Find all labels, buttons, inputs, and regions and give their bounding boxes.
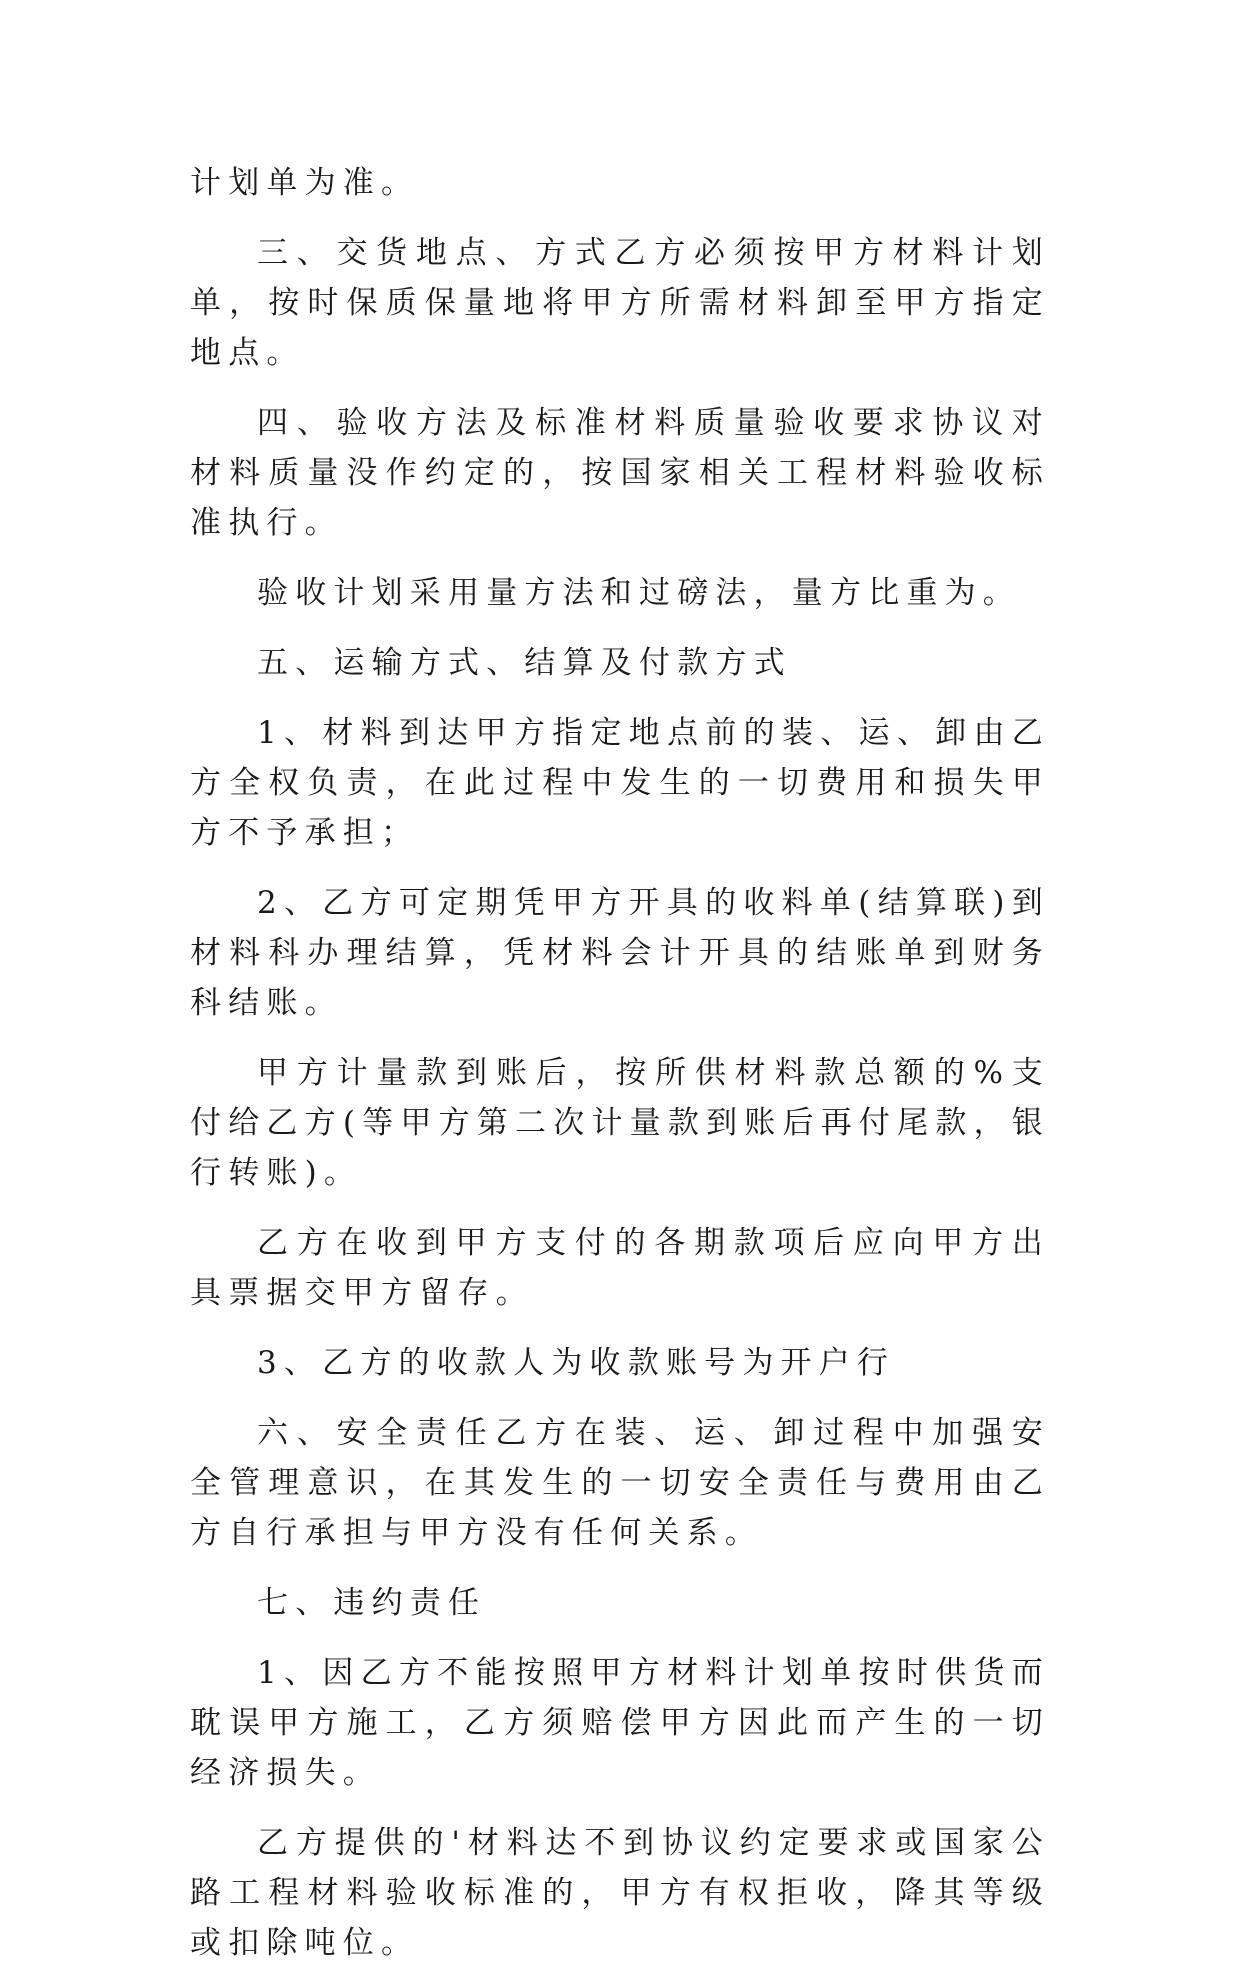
paragraph (190, 878, 1050, 1028)
text-line: 3、乙方的收款人为收款账号为开户行 (257, 1345, 896, 1381)
paragraph (190, 568, 1050, 618)
text-line: 甲方计量款到账后，按所供材料款总额的%支付给乙方 (190, 1055, 1050, 1141)
text-line: 验收计划采用量方法和过磅法，量方比重为。 (257, 575, 1021, 611)
paragraph (190, 708, 1050, 858)
text-line: 乙方提供的'材料达不到协议约定要求或国家公路工程 (190, 1825, 1050, 1911)
text-line: 方施工，乙方须赔偿甲方因此而产生的一切经济损失。 (190, 1705, 1050, 1791)
text-line: 五、运输方式、结算及付款方式 (257, 645, 792, 681)
paragraph (190, 158, 1050, 208)
text-line: 1、因乙方不能按照甲方材料计划单按时供货而耽误甲 (190, 1655, 1050, 1741)
text-line: 乙方在收到甲方支付的各期款项后应向甲方出具票据 (190, 1225, 1050, 1311)
document-body (190, 158, 1050, 1988)
paragraph (190, 228, 1050, 378)
paragraph (190, 398, 1050, 548)
text-line: 保质保量地将甲方所需材料卸至甲方指定地点。 (190, 285, 1050, 371)
text-line: 2、乙方可定期凭甲方开具的收料单(结算联)到材料科 (190, 885, 1050, 971)
text-line: 计划单为准。 (190, 165, 420, 201)
text-line: 材料验收标准的，甲方有权拒收，降其等级或扣除吨位。 (190, 1875, 1050, 1961)
text-line: 三、交货地点、方式乙方必须按甲方材料计划单，按时 (190, 235, 1050, 321)
paragraph (190, 1048, 1050, 1198)
text-line: 负责，在此过程中发生的一切费用和损失甲方不予承担； (190, 765, 1050, 851)
text-line: 没有任何关系。 (495, 1515, 764, 1551)
paragraph (190, 1338, 1050, 1388)
paragraph (190, 1818, 1050, 1968)
text-line: 交甲方留存。 (304, 1275, 534, 1311)
text-line: 识，在其发生的一切安全责任与费用由乙方自行承担与甲方 (190, 1465, 1050, 1551)
text-line: 七、违约责任 (257, 1585, 487, 1621)
text-line: 六、安全责任乙方在装、运、卸过程中加强安全管理意 (190, 1415, 1050, 1501)
text-line: (等甲方第二次计量款到账后再付尾款，银行转账)。 (190, 1105, 1050, 1191)
paragraph (190, 1578, 1050, 1628)
paragraph (190, 1648, 1050, 1798)
text-line: 1、材料到达甲方指定地点前的装、运、卸由乙方全权 (190, 715, 1050, 801)
paragraph (190, 1408, 1050, 1558)
text-line: 四、验收方法及标准材料质量验收要求协议对材料质量 (190, 405, 1050, 491)
text-line: 办理结算，凭材料会计开具的结账单到财务科结账。 (190, 935, 1050, 1021)
text-line: 没作约定的，按国家相关工程材料验收标准执行。 (190, 455, 1050, 541)
paragraph (190, 638, 1050, 688)
paragraph (190, 1218, 1050, 1318)
